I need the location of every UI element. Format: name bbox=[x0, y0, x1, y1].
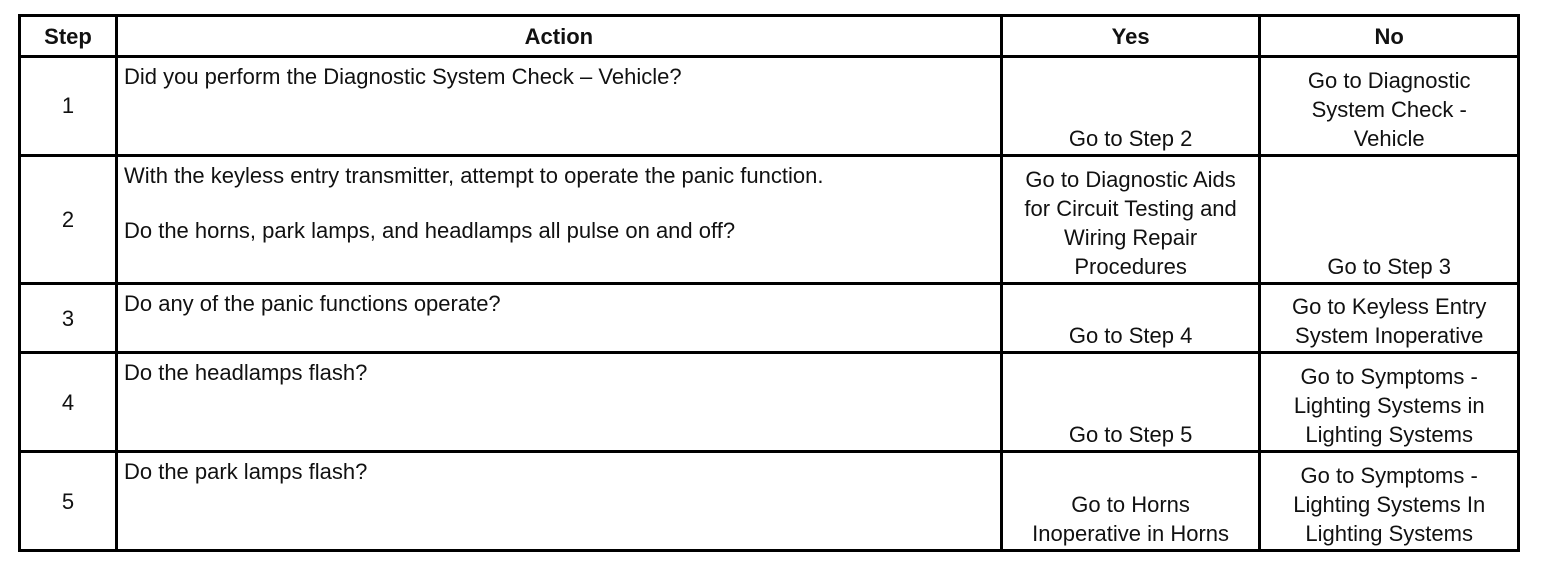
no-cell bbox=[1260, 283, 1519, 353]
yes-cell bbox=[1001, 452, 1260, 551]
action-text: Did you perform the Diagnostic System Check – Vehicle? bbox=[123, 64, 682, 89]
diagnostic-table bbox=[18, 14, 1520, 552]
header-no: No bbox=[1260, 16, 1519, 57]
step-number: 1 bbox=[20, 57, 117, 156]
action-text: Do the headlamps flash? bbox=[123, 360, 368, 386]
header-row bbox=[20, 16, 1519, 57]
table-row bbox=[20, 283, 1519, 353]
no-text: Go to Symptoms - Lighting Systems in Lighting Systems bbox=[1293, 364, 1485, 448]
step-number: 2 bbox=[20, 155, 117, 283]
yes-cell bbox=[1001, 57, 1260, 156]
action-question: Do the horns, park lamps, and headlamps all pulse on and off? bbox=[123, 217, 736, 243]
header-action: Action bbox=[116, 16, 1001, 57]
no-text: Go to Keyless Entry System Inoperative bbox=[1291, 294, 1487, 349]
action-text: Do any of the panic functions operate? bbox=[123, 290, 501, 316]
action-cell bbox=[116, 283, 1001, 353]
action-cell bbox=[116, 452, 1001, 551]
action-text: Do the park lamps flash? bbox=[123, 459, 368, 485]
action-cell bbox=[116, 155, 1001, 283]
no-text: Go to Symptoms - Lighting Systems In Lighting Systems bbox=[1293, 463, 1486, 546]
action-text: With the keyless entry transmitter, attempt to operate the panic function. bbox=[123, 162, 824, 188]
no-cell bbox=[1260, 452, 1519, 551]
header-step: Step bbox=[20, 16, 117, 57]
step-number: 5 bbox=[20, 452, 117, 551]
header-yes: Yes bbox=[1001, 16, 1260, 57]
no-text: Go to Step 3 bbox=[1327, 253, 1451, 279]
no-text: Go to Diagnostic System Check - Vehicle bbox=[1307, 67, 1471, 151]
step-number: 3 bbox=[20, 283, 117, 353]
table-row bbox=[20, 155, 1519, 283]
table-row bbox=[20, 57, 1519, 156]
yes-text: Go to Step 2 bbox=[1068, 125, 1193, 151]
yes-cell bbox=[1001, 353, 1260, 452]
yes-text: Go to Horns Inoperative in Horns bbox=[1032, 492, 1230, 546]
table-row bbox=[20, 353, 1519, 452]
yes-cell bbox=[1001, 155, 1260, 283]
yes-text: Go to Step 4 bbox=[1068, 323, 1193, 349]
yes-cell bbox=[1001, 283, 1260, 353]
action-cell bbox=[116, 57, 1001, 156]
action-cell bbox=[116, 353, 1001, 452]
step-number: 4 bbox=[20, 353, 117, 452]
table-row bbox=[20, 452, 1519, 551]
yes-text: Go to Step 5 bbox=[1068, 422, 1193, 448]
no-cell bbox=[1260, 353, 1519, 452]
no-cell bbox=[1260, 57, 1519, 156]
no-cell bbox=[1260, 155, 1519, 283]
yes-text: Go to Diagnostic Aids for Circuit Testing and Wiring Repair Procedures bbox=[1024, 166, 1237, 279]
